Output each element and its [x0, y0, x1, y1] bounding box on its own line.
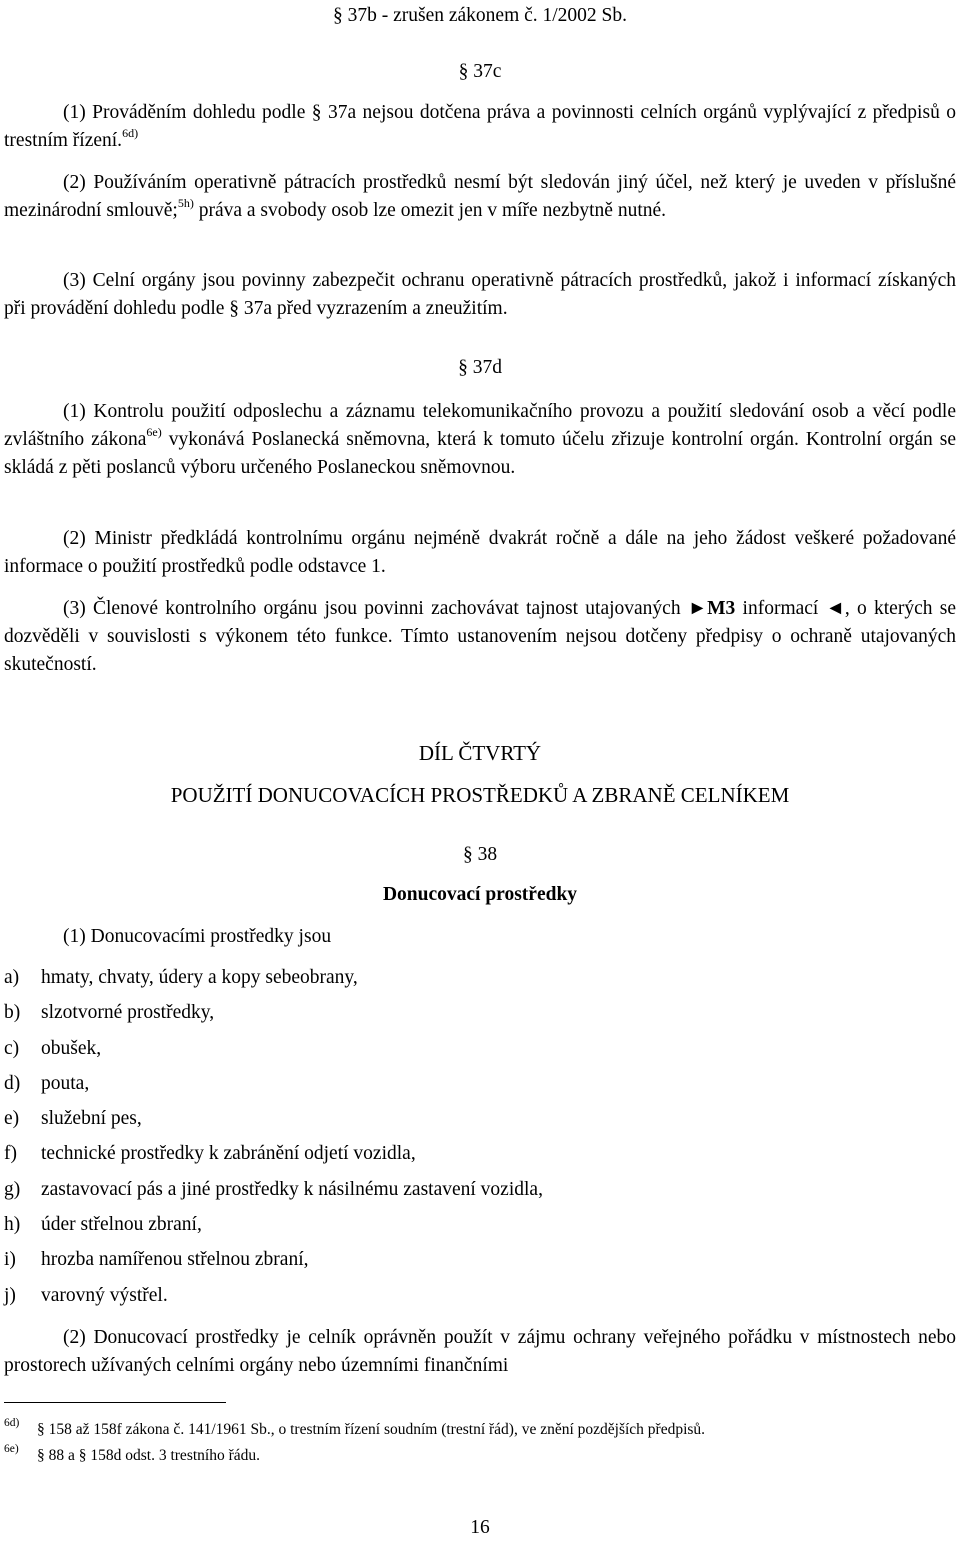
section-37d-paragraph-3 — [4, 595, 956, 679]
section-37c-paragraph-1 — [4, 99, 956, 155]
page-number: 16 — [470, 1517, 490, 1538]
section-37c-p2-text-b: práva a svobody osob lze omezit jen v míře nezbytně nutné. — [193, 200, 667, 221]
list-letter: e) — [4, 1108, 20, 1129]
list-letter: j) — [4, 1285, 16, 1306]
list-item — [4, 999, 904, 1027]
list-item — [4, 1140, 904, 1168]
section-37d-p3-text-a: (3) Členové kontrolního orgánu jsou povinni zachovávat tajnost utajovaných — [63, 598, 688, 619]
footnote-divider — [4, 1402, 226, 1403]
footnote-text: § 158 až 158f zákona č. 141/1961 Sb., o trestním řízení soudním (trestní řád), ve znění pozdějších předpisů. — [37, 1421, 706, 1438]
footnote-mark: 6e) — [4, 1443, 19, 1455]
list-item — [4, 1211, 904, 1239]
section-38-title: § 38 — [462, 844, 498, 865]
section-37d-p1-text-a: (1) Kontrolu použití odposlechu a záznamu telekomunikačního provozu a použití sledování osob a věcí podle zvláštního zákona — [4, 401, 956, 450]
list-text: slzotvorné prostředky, — [41, 1002, 215, 1023]
list-item — [4, 1070, 904, 1098]
list-text: hmaty, chvaty, údery a kopy sebeobrany, — [41, 967, 358, 988]
list-letter: g) — [4, 1179, 21, 1200]
list-letter: h) — [4, 1214, 21, 1235]
list-letter: i) — [4, 1249, 16, 1270]
list-text: hrozba namířenou střelnou zbraní, — [41, 1249, 309, 1270]
section-37c-p2-text-a: (2) Používáním operativně pátracích prostředků nesmí být sledován jiný účel, než který je uveden v příslušné mezinárodní smlouvě; — [4, 172, 956, 221]
list-item — [4, 964, 904, 992]
list-text: obušek, — [41, 1038, 102, 1059]
part-title: DÍL ČTVRTÝ — [418, 741, 542, 765]
list-item — [4, 1105, 904, 1133]
section-37d-paragraph-1 — [4, 398, 956, 482]
section-37c-paragraph-2 — [4, 169, 956, 225]
section-38-intro: (1) Donucovacími prostředky jsou — [63, 926, 332, 947]
list-letter: c) — [4, 1038, 20, 1059]
section-37c-p1-text: (1) Prováděním dohledu podle § 37a nejsou dotčena práva a povinnosti celních orgánů vyplývající z předpisů o trestním řízení. — [4, 102, 956, 151]
list-text: úder střelnou zbraní, — [41, 1214, 202, 1235]
footnote-ref-5h[interactable]: 5h) — [177, 196, 194, 210]
list-letter: d) — [4, 1073, 21, 1094]
list-text: varovný výstřel. — [41, 1285, 168, 1306]
section-37d-p1-text-b: vykonává Poslanecká sněmovna, která k tomuto účelu zřizuje kontrolní orgán. Kontrolní orgán se skládá z pěti poslanců výboru určeného Poslaneckou sněmovnou. — [4, 429, 956, 478]
footnote-mark: 6d) — [4, 1417, 20, 1429]
section-37d-p3-text-b: informací ◄, o kterých se dozvěděli v souvislosti s výkonem této funkce. Tímto ustanovením nejsou dotčeny předpisy o ochraně utajovaných skutečností. — [4, 598, 956, 675]
list-item — [4, 1035, 904, 1063]
list-item — [4, 1282, 904, 1310]
footnote-ref-6e[interactable]: 6e) — [146, 425, 162, 439]
section-37d-title: § 37d — [458, 357, 502, 378]
section-38-paragraph-2: (2) Donucovací prostředky je celník oprávněn použít v zájmu ochrany veřejného pořádku v místnostech nebo prostorech užívaných celními orgány nebo územními finančními — [4, 1327, 956, 1376]
list-letter: b) — [4, 1002, 21, 1023]
amendment-marker-m3: ►M3 — [687, 598, 736, 619]
footnote-ref-6d[interactable]: 6d) — [122, 126, 139, 140]
list-text: pouta, — [41, 1073, 90, 1094]
section-37c-title: § 37c — [458, 61, 502, 82]
list-letter: f) — [4, 1143, 17, 1164]
list-item — [4, 1176, 904, 1204]
list-text: technické prostředky k zabránění odjetí vozidla, — [41, 1143, 416, 1164]
heading-37b: § 37b - zrušen zákonem č. 1/2002 Sb. — [332, 5, 628, 26]
section-37d-paragraph-2: (2) Ministr předkládá kontrolnímu orgánu nejméně dvakrát ročně a dále na jeho žádost veškeré požadované informace o použití prostředků podle odstavce 1. — [4, 528, 956, 577]
list-text: zastavovací pás a jiné prostředky k násilnému zastavení vozidla, — [41, 1179, 543, 1200]
list-text: služební pes, — [41, 1108, 142, 1129]
footnote-text: § 88 a § 158d odst. 3 trestního řádu. — [37, 1447, 261, 1464]
list-letter: a) — [4, 967, 20, 988]
section-38-heading: Donucovací prostředky — [382, 884, 578, 905]
section-37c-paragraph-3: (3) Celní orgány jsou povinny zabezpečit ochranu operativně pátracích prostředků, jakož i informací získaných při provádění dohledu podle § 37a před vyzrazením a zneužitím. — [4, 270, 956, 319]
list-item — [4, 1246, 904, 1274]
part-subtitle: POUŽITÍ DONUCOVACÍCH PROSTŘEDKŮ A ZBRANĚ CELNÍKEM — [170, 783, 790, 807]
